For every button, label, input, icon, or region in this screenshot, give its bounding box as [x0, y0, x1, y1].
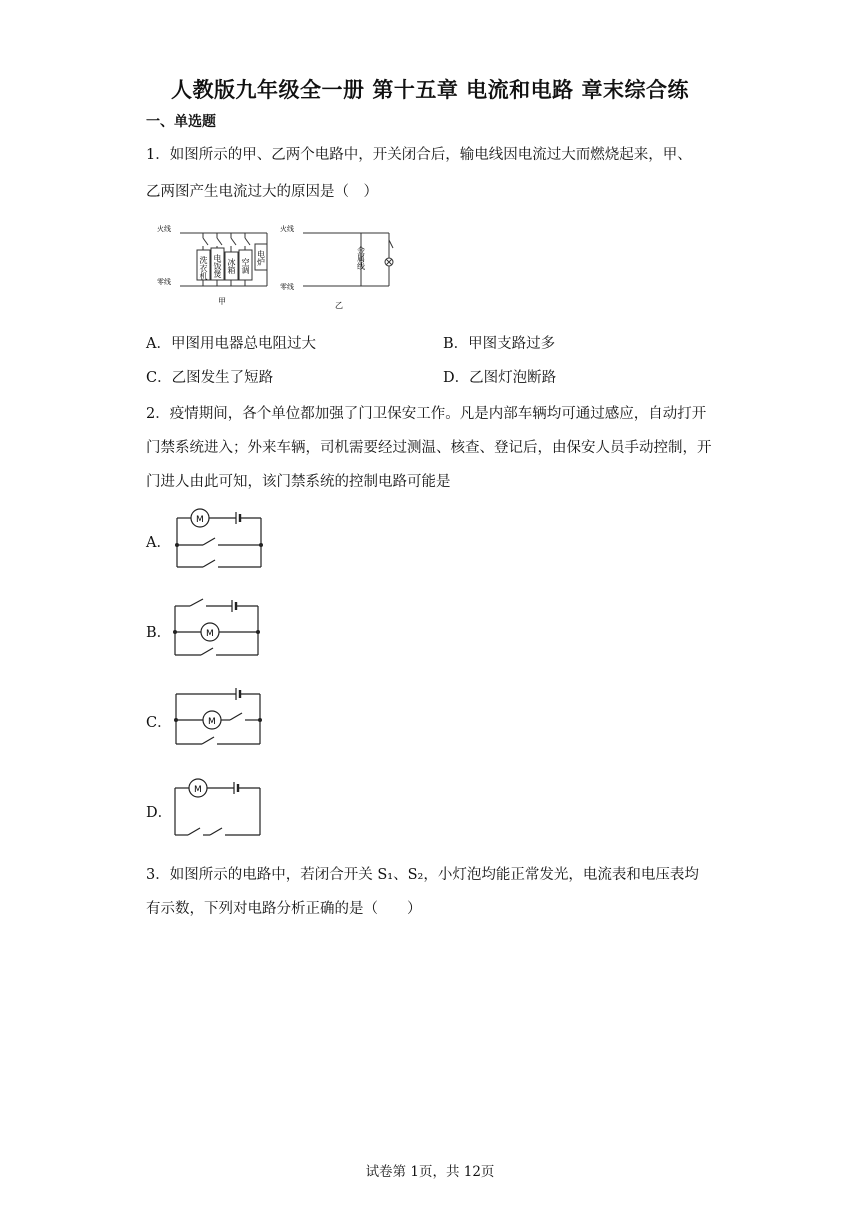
q1-text-line1: 1．如图所示的甲、乙两个电路中，开关闭合后，输电线因电流过大而燃烧起来，甲、 [146, 147, 692, 163]
metal-wire-label: 金属线 [356, 246, 366, 270]
motor-label-d: M [194, 785, 202, 795]
figure-caption-b: 乙 [335, 301, 343, 310]
page-footer: 试卷第 1页，共 12页 [365, 1164, 495, 1180]
figure-caption-a: 甲 [218, 297, 226, 306]
appliance-heater: 电炉 [256, 250, 266, 266]
live-wire-label-b: 火线 [280, 225, 294, 233]
neutral-wire-label-b: 零线 [280, 283, 294, 291]
appliance-fridge: 冰箱 [227, 258, 236, 274]
q2-circuit-a [170, 505, 270, 573]
q2-circuit-b [170, 595, 270, 663]
q1-option-a: A．甲图用电器总电阻过大 [146, 336, 316, 352]
q1-circuit-figure [155, 218, 415, 310]
q1-option-d: D．乙图灯泡断路 [443, 370, 557, 386]
motor-label-a: M [196, 515, 204, 525]
motor-label-c: M [208, 717, 216, 727]
live-wire-label-a: 火线 [157, 225, 171, 233]
q2-text-line1: 2．疫情期间，各个单位都加强了门卫保安工作。凡是内部车辆均可通过感应，自动打开 [146, 406, 707, 422]
q2-option-c-label: C． [146, 715, 172, 731]
section-heading: 一、单选题 [146, 114, 216, 130]
q2-option-b-label: B． [146, 625, 172, 641]
q3-text-line2: 有示数，下列对电路分析正确的是（ ） [146, 901, 422, 917]
q2-text-line3: 门进人由此可知，该门禁系统的控制电路可能是 [146, 474, 451, 490]
appliance-washer: 洗衣机 [199, 256, 208, 280]
q3-text-line1: 3．如图所示的电路中，若闭合开关 S₁、S₂，小灯泡均能正常发光，电流表和电压表均 [146, 867, 699, 883]
appliance-cooker: 电饭煲 [213, 254, 222, 278]
page-title: 人教版九年级全一册 第十五章 电流和电路 章末综合练 [171, 78, 689, 102]
motor-label-b: M [206, 629, 214, 639]
neutral-wire-label-a: 零线 [157, 278, 171, 286]
q2-circuit-d [170, 775, 270, 843]
appliance-ac: 空调 [241, 258, 250, 274]
q1-option-c: C．乙图发生了短路 [146, 370, 274, 386]
q2-text-line2: 门禁系统进入；外来车辆，司机需要经过测温、核查、登记后，由保安人员手动控制，开 [146, 440, 712, 456]
q1-text-line2: 乙两图产生电流过大的原因是（ ） [146, 184, 378, 200]
q2-circuit-c [170, 685, 270, 753]
q2-option-d-label: D． [146, 805, 173, 821]
q2-option-a-label: A． [146, 535, 171, 551]
q1-option-b: B．甲图支路过多 [443, 336, 556, 352]
